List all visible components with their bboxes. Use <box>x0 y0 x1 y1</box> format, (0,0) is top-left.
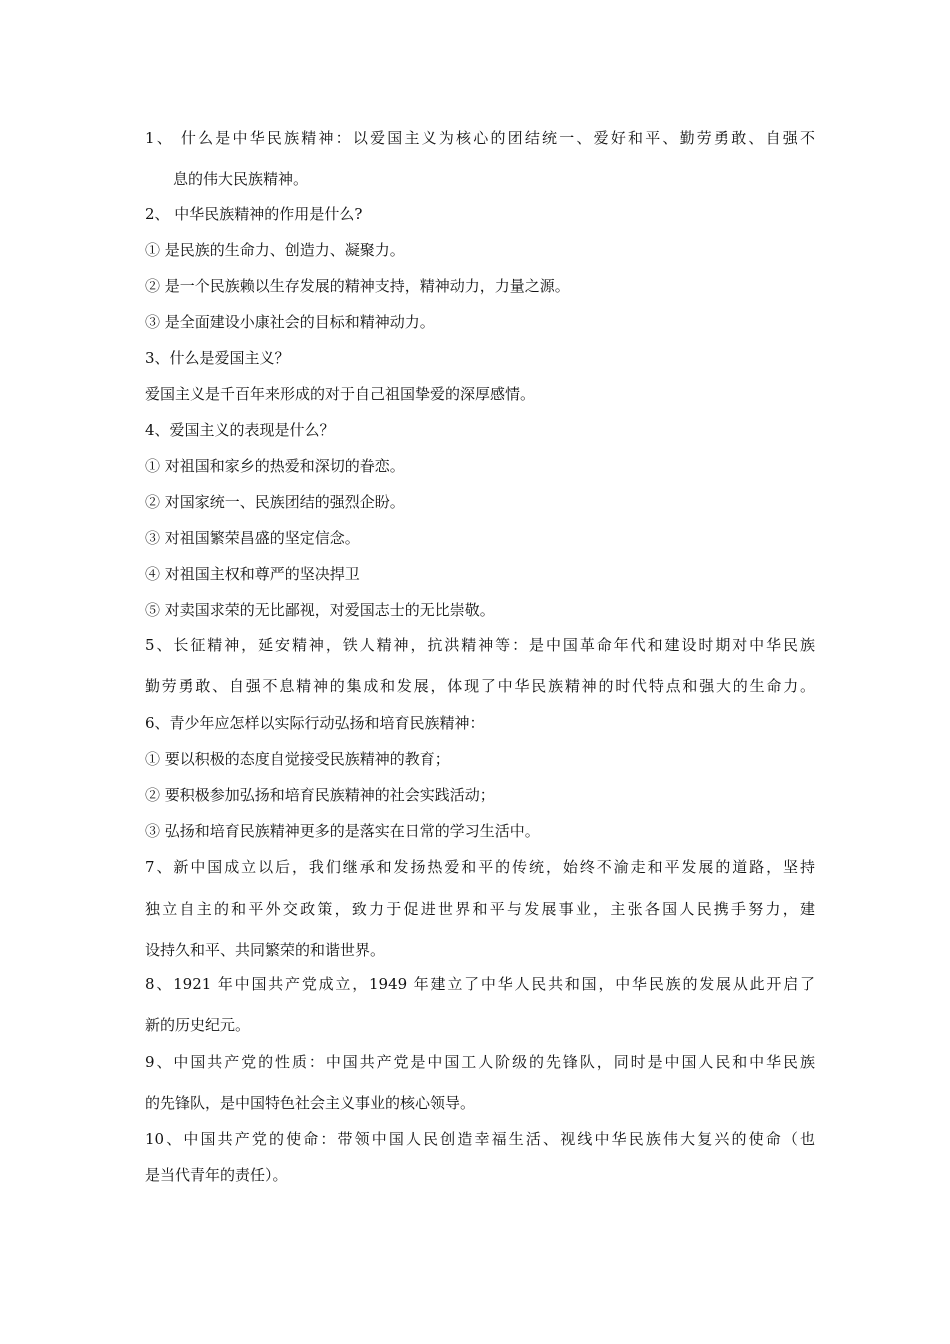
text-line: 3、什么是爱国主义？ <box>145 349 290 367</box>
text-line: ③ 是全面建设小康社会的目标和精神动力。 <box>145 313 435 331</box>
text-line: ① 要以积极的态度自觉接受民族精神的教育； <box>145 750 450 768</box>
text-line: ② 对国家统一、民族团结的强烈企盼。 <box>145 493 405 511</box>
text-line: ② 是一个民族赖以生存发展的精神支持，精神动力，力量之源。 <box>145 277 570 295</box>
text-line: 6、青少年应怎样以实际行动弘扬和培育民族精神： <box>145 714 485 732</box>
text-line: 5、长征精神，延安精神，铁人精神，抗洪精神等：是中国革命年代和建设时期对中华民族 <box>145 636 815 654</box>
text-line: ① 是民族的生命力、创造力、凝聚力。 <box>145 241 405 259</box>
text-line: 9、中国共产党的性质：中国共产党是中国工人阶级的先锋队，同时是中国人民和中华民族 <box>145 1053 815 1071</box>
text-line: 4、爱国主义的表现是什么？ <box>145 421 335 439</box>
text-line: ② 要积极参加弘扬和培育民族精神的社会实践活动； <box>145 786 495 804</box>
text-line: 设持久和平、共同繁荣的和谐世界。 <box>145 941 386 959</box>
text-line: 是当代青年的责任）。 <box>145 1166 288 1184</box>
text-line: 1、 什么是中华民族精神：以爱国主义为核心的团结统一、爱好和平、勤劳勇敢、自强不 <box>145 129 815 147</box>
text-line: 7、新中国成立以后，我们继承和发扬热爱和平的传统，始终不渝走和平发展的道路，坚持 <box>145 858 815 876</box>
text-line: 10、中国共产党的使命：带领中国人民创造幸福生活、视线中华民族伟大复兴的使命（也 <box>145 1130 815 1148</box>
text-line: ③ 对祖国繁荣昌盛的坚定信念。 <box>145 529 360 547</box>
text-line: 新的历史纪元。 <box>145 1016 251 1034</box>
text-line: 2、 中华民族精神的作用是什么? <box>145 205 363 223</box>
text-line: 息的伟大民族精神。 <box>173 170 309 188</box>
text-line: ④ 对祖国主权和尊严的坚决捍卫 <box>145 565 360 583</box>
text-line: 独立自主的和平外交政策，致力于促进世界和平与发展事业，主张各国人民携手努力，建 <box>145 900 815 918</box>
text-line: 爱国主义是千百年来形成的对于自己祖国挚爱的深厚感情。 <box>145 385 536 403</box>
text-line: 勤劳勇敢、自强不息精神的集成和发展，体现了中华民族精神的时代特点和强大的生命力。 <box>145 677 815 695</box>
text-line: 8、1921 年中国共产党成立，1949 年建立了中华人民共和国，中华民族的发展从此开启了 <box>145 975 815 993</box>
text-line: ③ 弘扬和培育民族精神更多的是落实在日常的学习生活中。 <box>145 822 540 840</box>
text-line: 的先锋队，是中国特色社会主义事业的核心领导。 <box>145 1094 476 1112</box>
text-line: ① 对祖国和家乡的热爱和深切的眷恋。 <box>145 457 405 475</box>
text-line: ⑤ 对卖国求荣的无比鄙视，对爱国志士的无比崇敬。 <box>145 601 495 619</box>
